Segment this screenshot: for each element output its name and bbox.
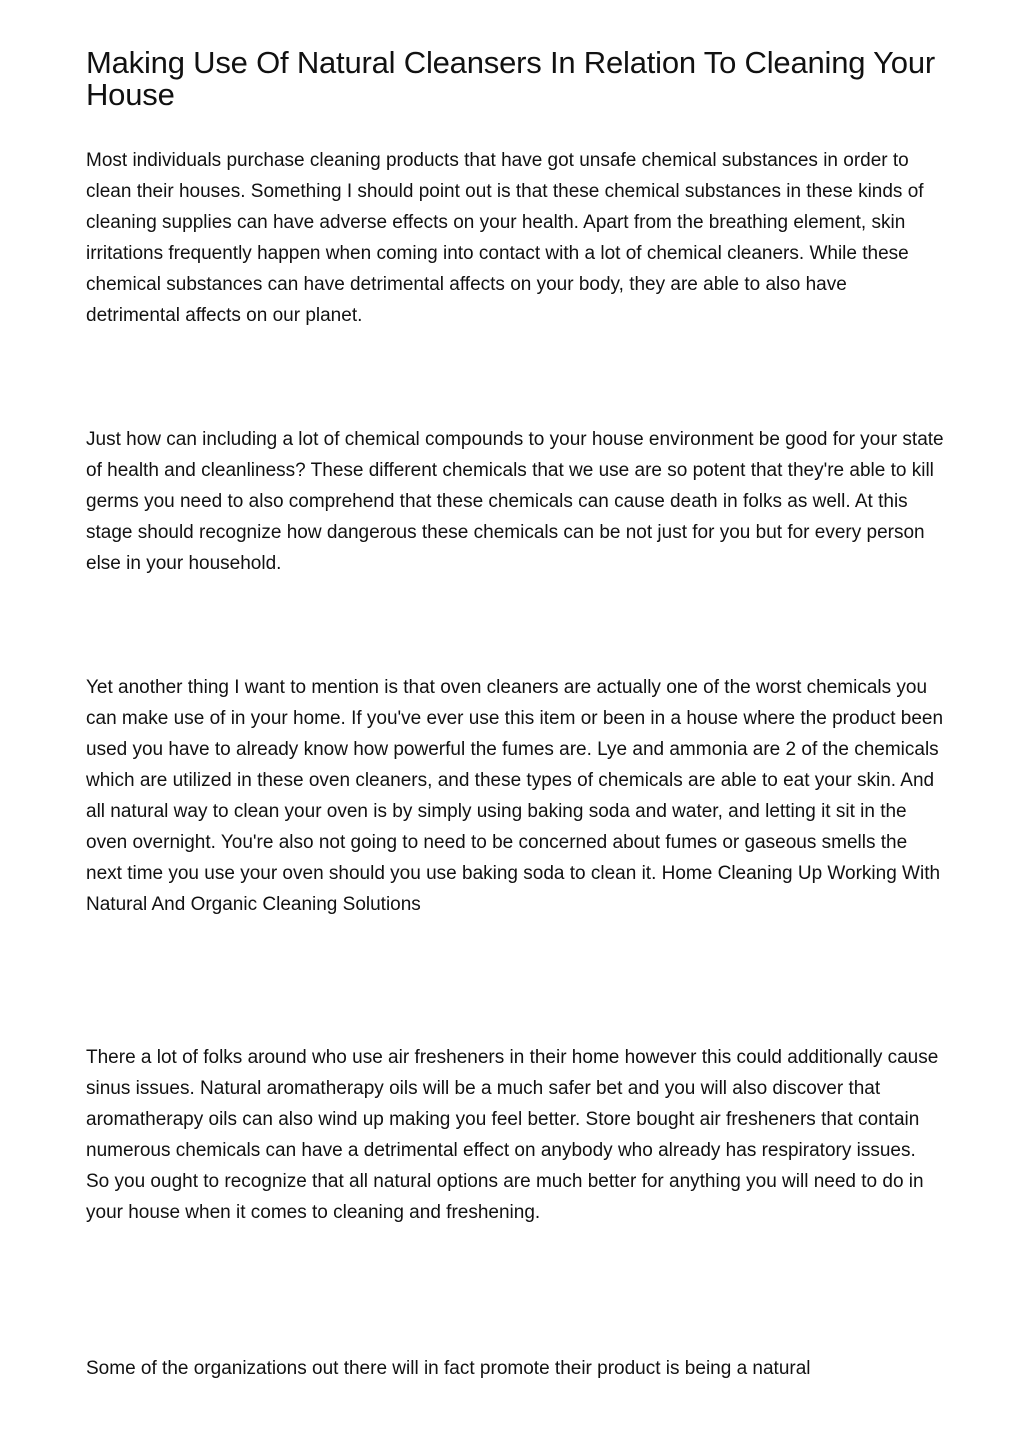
page-title: Making Use Of Natural Cleansers In Relation To Cleaning Your House	[86, 45, 936, 112]
paragraph-health-effects: Most individuals purchase cleaning products that have got unsafe chemical substances in order to clean their houses. Something I should point out is that these chemical substances in these kinds of cleaning supplies can have adverse effects on your health. Apart from the breathing element, skin irritations frequently happen when coming into contact with a lot of chemical cleaners. While these chemical substances can have detrimental affects on your body, they are able to also have detrimental affects on our planet.	[86, 150, 924, 326]
paragraph-air-fresheners: There a lot of folks around who use air fresheners in their home however this could additionally cause sinus issues. Natural aromatherapy oils will be a much safer bet and you will also discover that aromatherapy oils can also wind up making you feel better. Store bought air fresheners that contain numerous chemicals can have a detrimental effect on anybody who already has respiratory issues. So you ought to recognize that all natural options are much better for anything you will need to do in your house when it comes to cleaning and freshening.	[86, 1047, 939, 1223]
paragraph-oven-cleaners: Yet another thing I want to mention is that oven cleaners are actually one of the worst chemicals you can make use of in your home. If you've ever use this item or been in a house where the product been used you have to already know how powerful the fumes are. Lye and ammonia are 2 of the chemicals which are utilized in these oven cleaners, and these types of chemicals are able to eat your skin. And all natural way to clean your oven is by simply using baking soda and water, and letting it sit in the oven overnight. You're also not going to need to be concerned about fumes or gaseous smells the next time you use your oven should you use baking soda to clean it. Home Cleaning Up Working With Natural And Organic Cleaning Solutions	[86, 677, 944, 915]
paragraph-organizations: Some of the organizations out there will in fact promote their product is being a natural	[86, 1358, 811, 1379]
paragraph-chemical-compounds: Just how can including a lot of chemical compounds to your house environment be good for your state of health and cleanliness? These different chemicals that we use are so potent that they're able to kill germs you need to also comprehend that these chemicals can cause death in folks as well. At this stage should recognize how dangerous these chemicals can be not just for you but for every person else in your household.	[86, 429, 944, 574]
